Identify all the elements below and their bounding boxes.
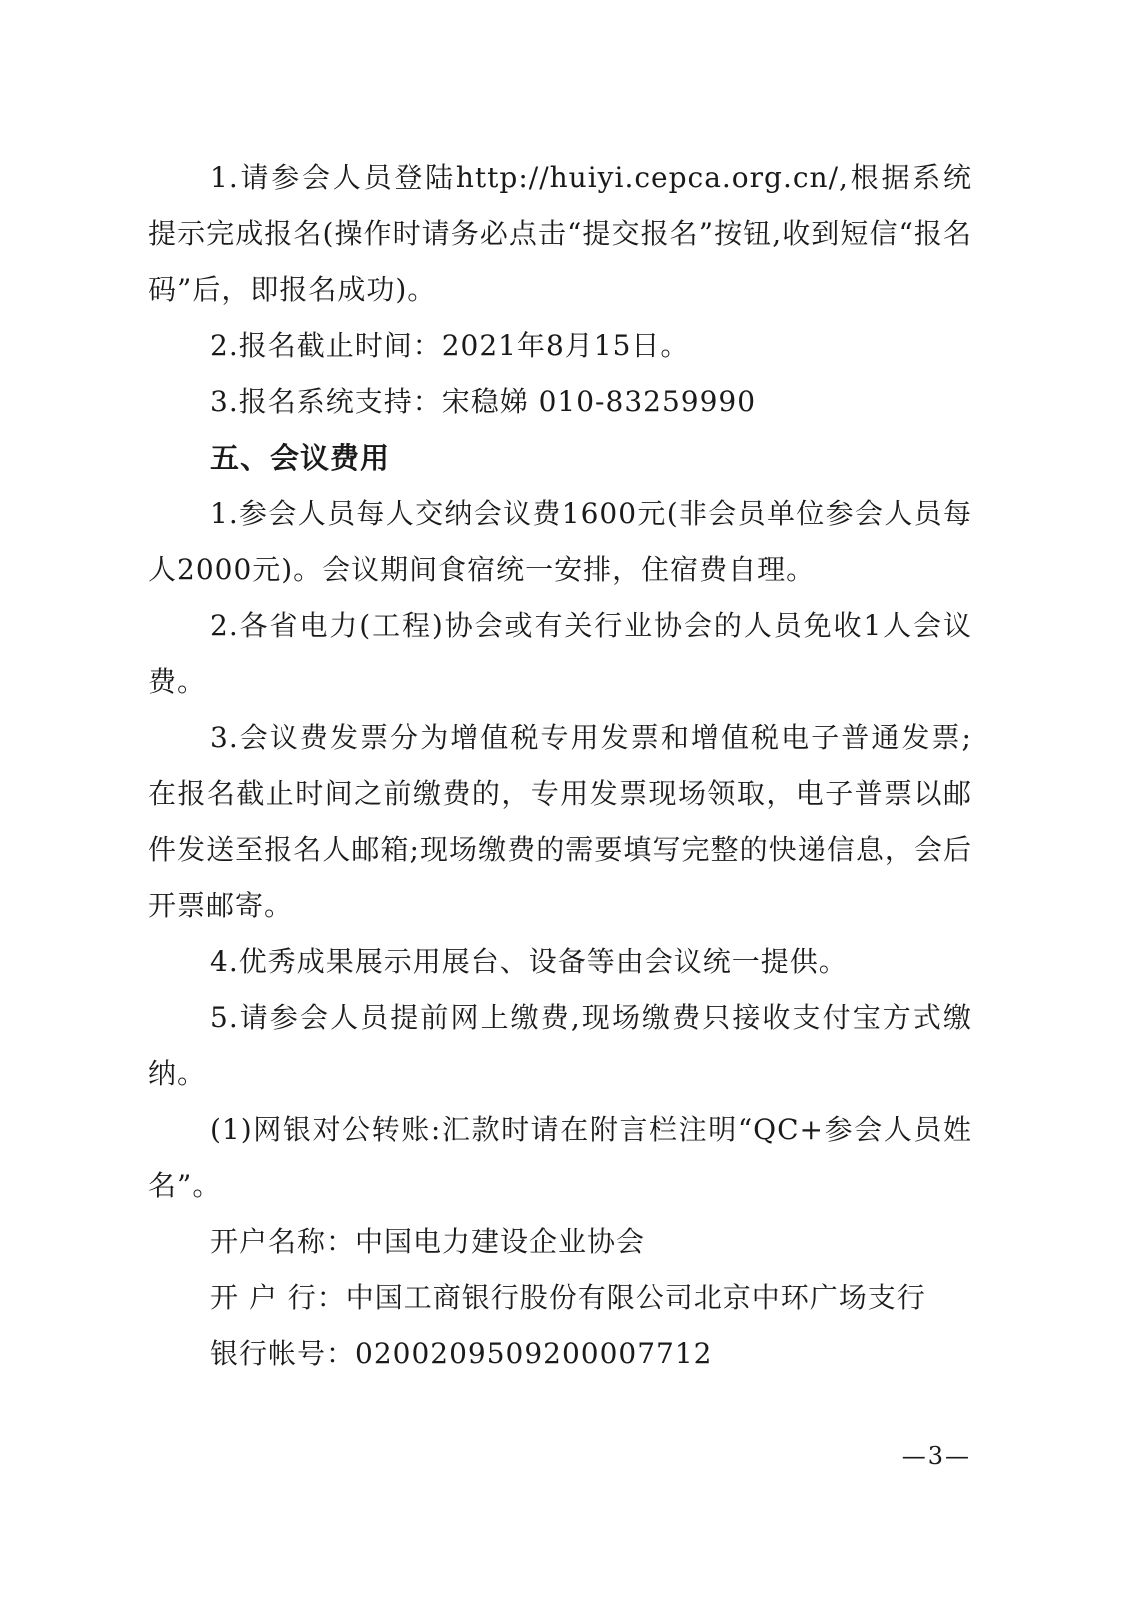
fees-item-5: 5.请参会人员提前网上缴费,现场缴费只接收支付宝方式缴纳。 bbox=[148, 1001, 972, 1090]
bank-account-number: 银行帐号：0200209509200007712 bbox=[210, 1337, 713, 1370]
document-body bbox=[148, 150, 972, 1382]
registration-item-1: 1.请参会人员登陆http://huiyi.cepca.org.cn/,根据系统提示完成报名(操作时请务必点击“提交报名”按钮,收到短信“报名码”后，即报名成功)。 bbox=[148, 161, 972, 306]
fees-item-1: 1.参会人员每人交纳会议费1600元(非会员单位参会人员每人2000元)。会议期间食宿统一安排，住宿费自理。 bbox=[148, 497, 972, 586]
registration-item-2: 2.报名截止时间：2021年8月15日。 bbox=[210, 329, 690, 362]
bank-account-name: 开户名称：中国电力建设企业协会 bbox=[210, 1225, 646, 1258]
page-number: —3— bbox=[901, 1442, 971, 1470]
bank-name: 开 户 行：中国工商银行股份有限公司北京中环广场支行 bbox=[210, 1281, 926, 1314]
fees-sub-item-1: (1)网银对公转账:汇款时请在附言栏注明“QC+参会人员姓名”。 bbox=[148, 1113, 972, 1202]
fees-item-3: 3.会议费发票分为增值税专用发票和增值税电子普通发票;在报名截止时间之前缴费的，专用发票现场领取，电子普票以邮件发送至报名人邮箱;现场缴费的需要填写完整的快递信息，会后开票邮寄。 bbox=[148, 721, 972, 922]
registration-item-3: 3.报名系统支持：宋稳娣 010-83259990 bbox=[210, 385, 757, 418]
section-heading-fees: 五、会议费用 bbox=[210, 441, 391, 475]
fees-item-2: 2.各省电力(工程)协会或有关行业协会的人员免收1人会议费。 bbox=[148, 609, 972, 698]
fees-item-4: 4.优秀成果展示用展台、设备等由会议统一提供。 bbox=[210, 945, 848, 978]
